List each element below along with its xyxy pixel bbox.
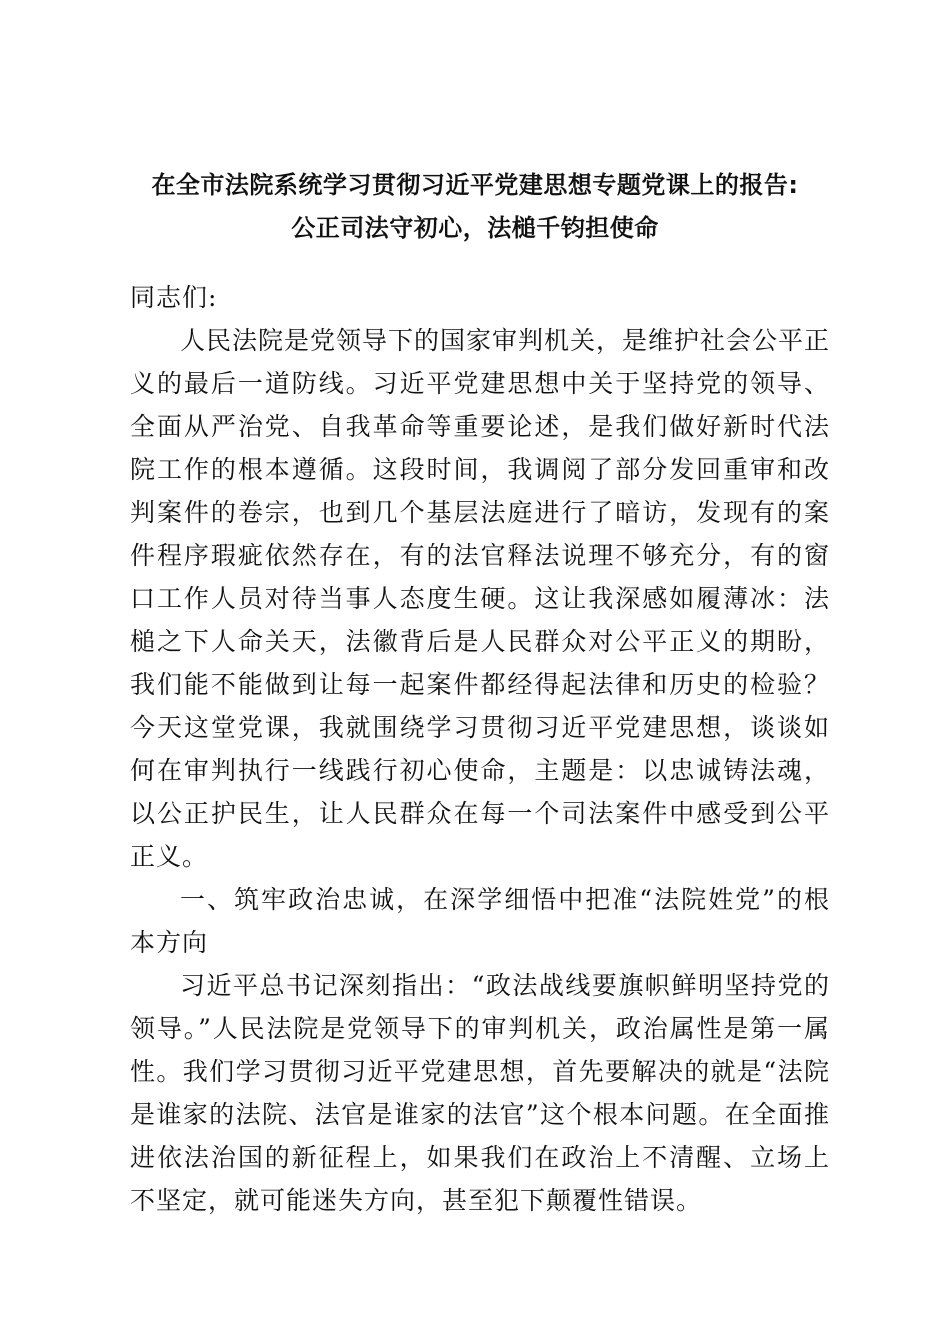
paragraph-section-1: 习近平总书记深刻指出：“政法战线要旗帜鲜明坚持党的领导。”人民法院是党领导下的审判机关，政治属性是第一属性。我们学习贯彻习近平党建思想，首先要解决的就是“法院是谁家的法院、法官是谁家的法官”这个根本问题。在全面推进依法治国的新征程上，如果我们在政治上不清醒、立场上不坚定，就可能迷失方向，甚至犯下颠覆性错误。 bbox=[130, 971, 830, 1215]
document-body bbox=[130, 276, 830, 1222]
salutation: 同志们: bbox=[130, 283, 218, 312]
document-title-line-2: 公正司法守初心，法槌千钧担使命 bbox=[291, 214, 659, 242]
paragraph-intro: 人民法院是党领导下的国家审判机关，是维护社会公平正义的最后一道防线。习近平党建思想中关于坚持党的领导、全面从严治党、自我革命等重要论述，是我们做好新时代法院工作的根本遵循。这段时间，我调阅了部分发回重审和改判案件的卷宗，也到几个基层法庭进行了暗访，发现有的案件程序瑕疵依然存在，有的法官释法说理不够充分，有的窗口工作人员对待当事人态度生硬。这让我深感如履薄冰：法槌之下人命关天，法徽背后是人民群众对公平正义的期盼，我们能不能做到让每一起案件都经得起法律和历史的检验？今天这堂党课，我就围绕学习贯彻习近平党建思想，谈谈如何在审判执行一线践行初心使命，主题是：以忠诚铸法魂，以公正护民生，让人民群众在每一个司法案件中感受到公平正义。 bbox=[130, 326, 831, 871]
section-heading-1: 一、筑牢政治忠诚，在深学细悟中把准“法院姓党”的根本方向 bbox=[130, 885, 830, 957]
document-title-line-1: 在全市法院系统学习贯彻习近平党建思想专题党课上的报告: bbox=[151, 171, 799, 199]
